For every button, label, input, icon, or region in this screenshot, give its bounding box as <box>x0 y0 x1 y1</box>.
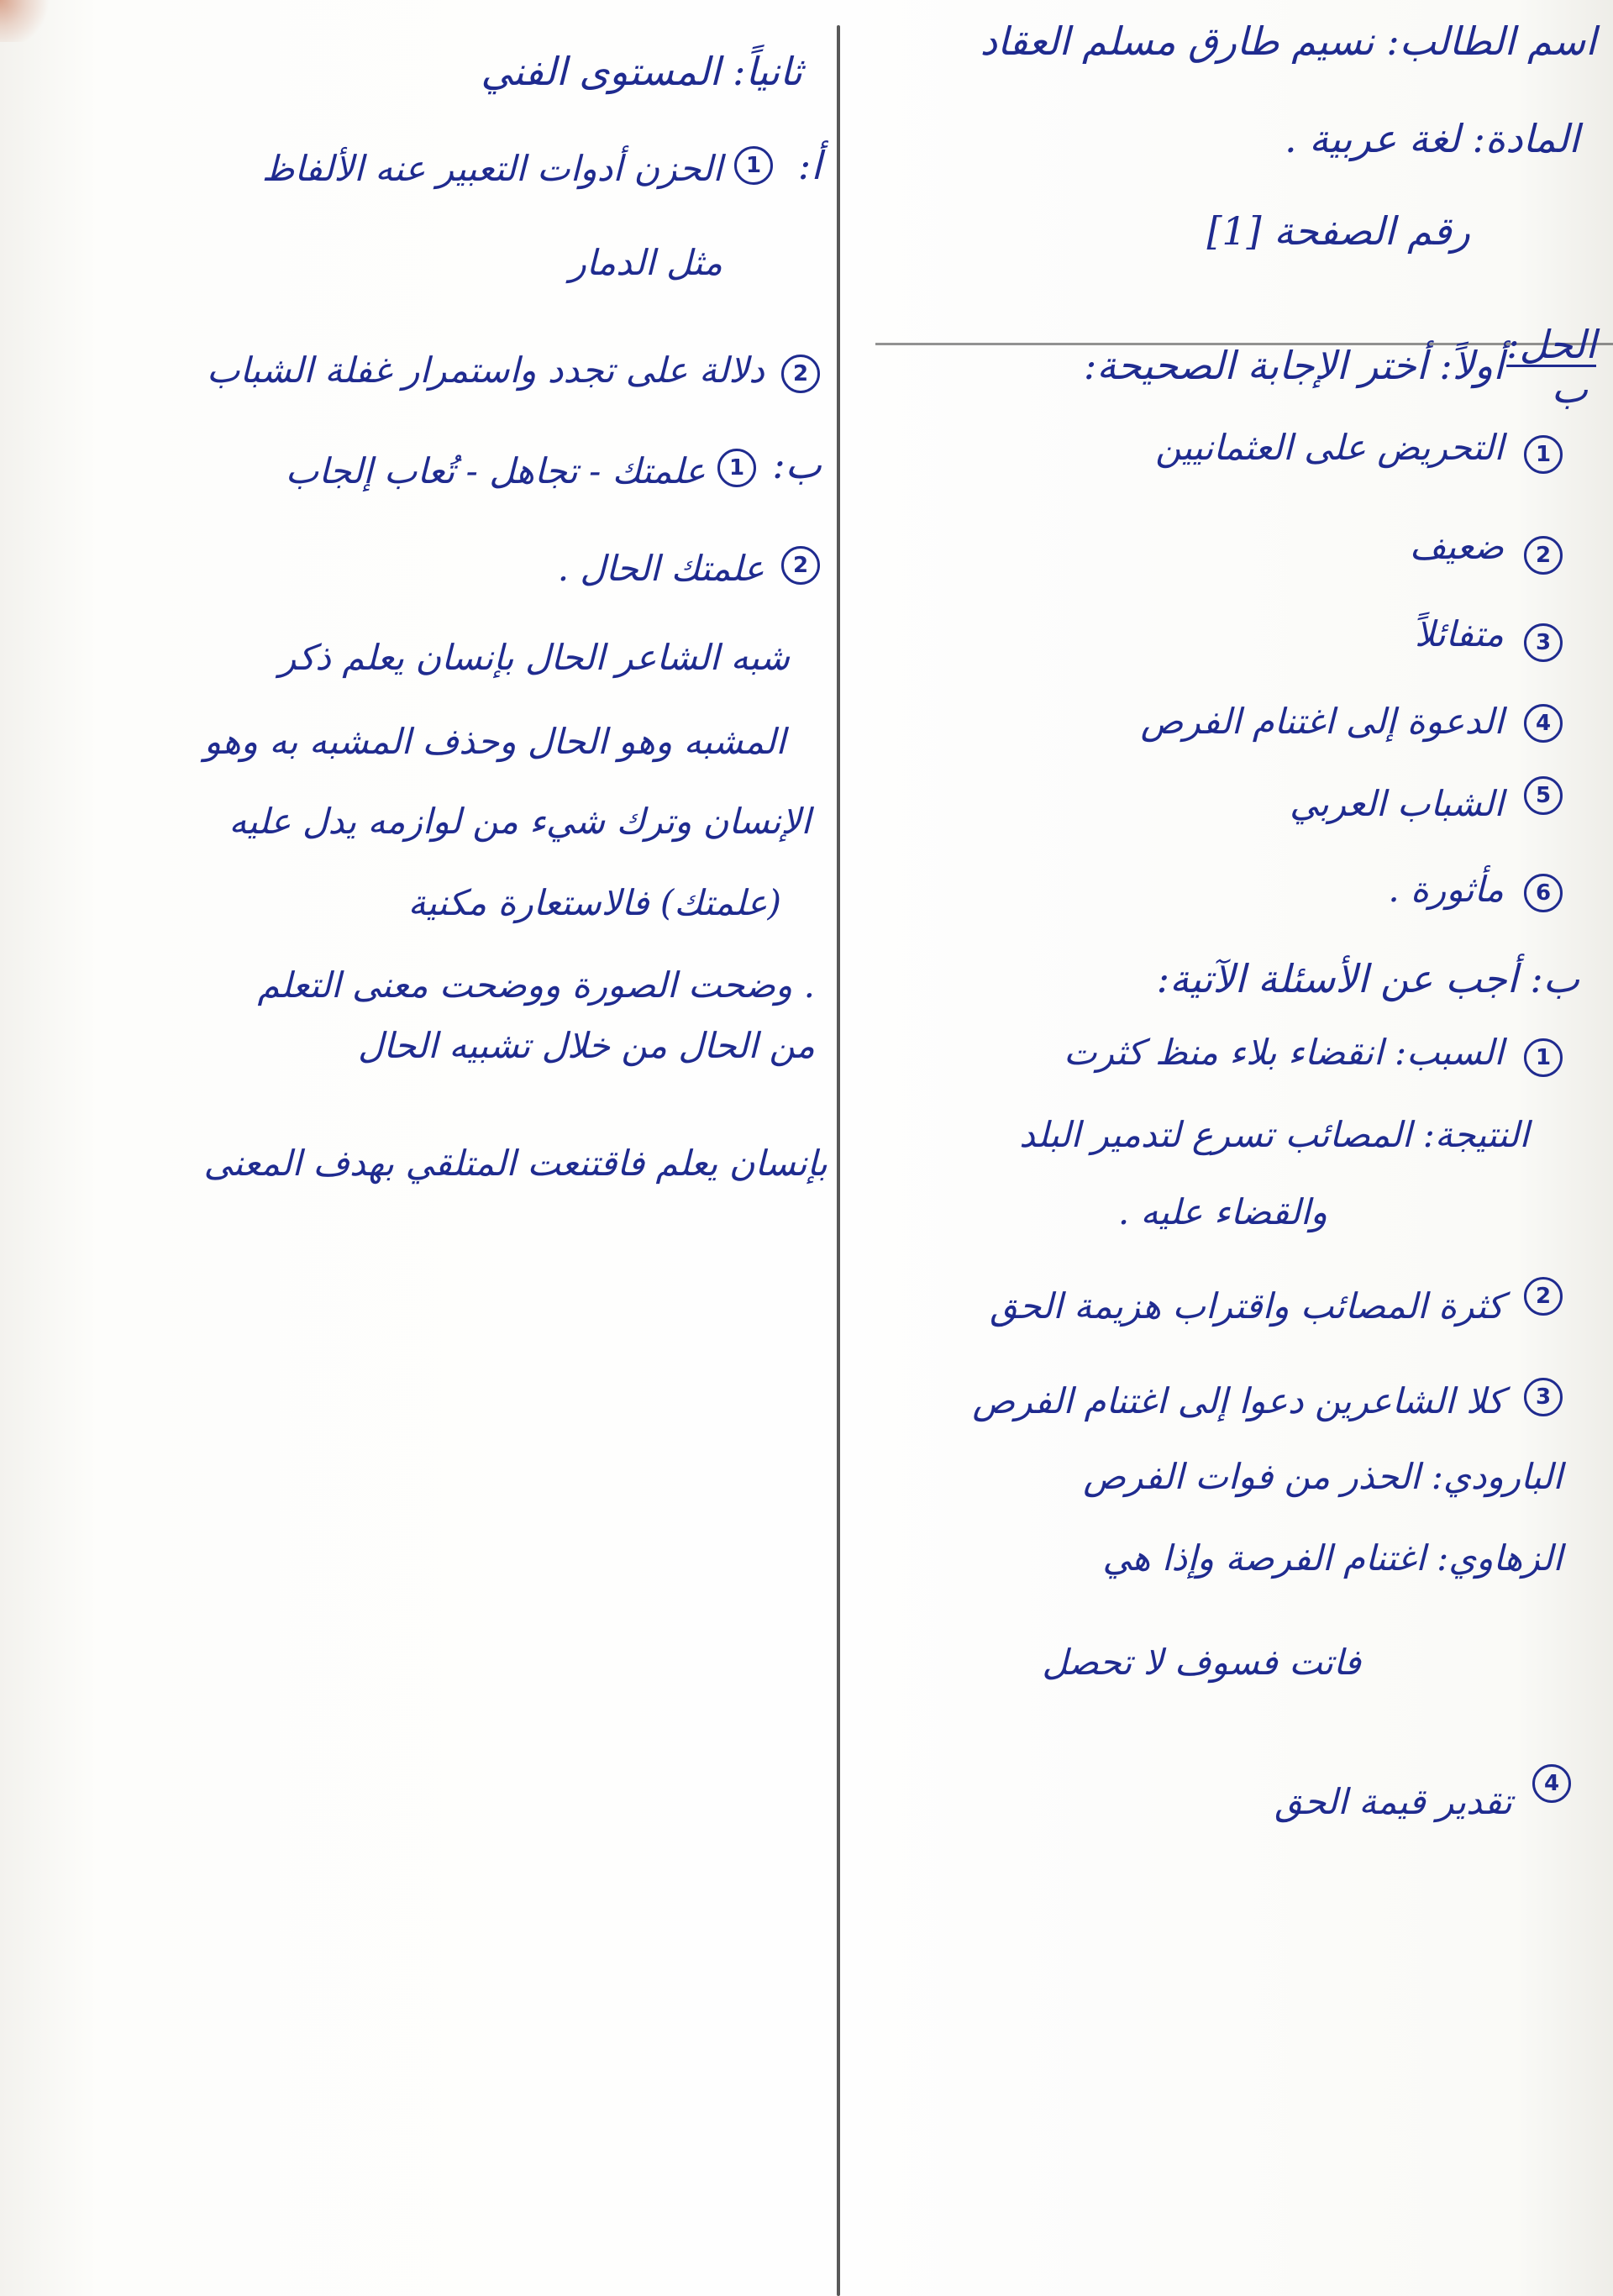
page-number: رقم الصفحة [1] <box>1206 208 1470 254</box>
q3-continuation: فاتت فسوف لا تحصل <box>1042 1642 1361 1683</box>
question-number: 3 <box>1524 1378 1563 1416</box>
answer-number: 6 <box>1524 874 1563 912</box>
item-number: 1 <box>717 449 756 487</box>
item-number: 1 <box>734 146 773 185</box>
column-divider <box>837 25 840 2296</box>
explanation-line: المشبه وهو الحال وحذف المشبه به وهو <box>203 721 785 762</box>
part-b-prefix-left: ب: <box>772 442 822 487</box>
item-number: 2 <box>781 355 820 393</box>
item-number: 2 <box>781 546 820 585</box>
q2-answer: كثرة المصائب واقتراب هزيمة الحق <box>990 1285 1504 1327</box>
explanation-line: من الحال من خلال تشبيه الحال <box>357 1025 815 1066</box>
corner-shadow <box>0 0 50 42</box>
explanation-line: الإنسان وترك شيء من لوازمه يدل عليه <box>229 801 811 842</box>
left-column-title: ثانياً: المستوى الفني <box>481 49 802 94</box>
b1-answer: علمتك - تجاهل - تُعاب إلجاب <box>285 450 706 491</box>
q1-cause: السبب: انقضاء بلاء منظ كثرت <box>1064 1032 1504 1073</box>
a1-continuation: مثل الدمار <box>569 242 722 283</box>
answer-number: 5 <box>1524 776 1563 815</box>
explanation-line: شبه الشاعر الحال بإنسان يعلم ذكر <box>279 637 790 678</box>
b2-answer: علمتك الحال . <box>557 548 764 589</box>
explanation-line: . وضحت الصورة ووضحت معنى التعلم <box>257 964 815 1006</box>
answer-number: 3 <box>1524 623 1563 662</box>
question-number: 4 <box>1532 1764 1571 1803</box>
student-name: اسم الطالب: نسيم طارق مسلم العقاد <box>980 18 1596 64</box>
q1-result: النتيجة: المصائب تسرع لتدمير البلد <box>1019 1114 1529 1155</box>
q3-barudi: البارودي: الحذر من فوات الفرص <box>1083 1456 1563 1497</box>
answer-text: متفائلاً <box>1415 613 1504 654</box>
answer-number: 2 <box>1524 536 1563 575</box>
part-a-prefix: أ: <box>797 143 822 188</box>
q3-zahawi: الزهاوي: اغتنام الفرصة وإذا هي <box>1102 1537 1563 1579</box>
answer-text: الشباب العربي <box>1290 783 1504 824</box>
answer-text: مأثورة . <box>1388 869 1504 910</box>
part-b-marker: ب <box>1551 366 1588 412</box>
q4-answer: تقدير قيمة الحق <box>1274 1781 1512 1822</box>
question-number: 2 <box>1524 1277 1563 1316</box>
subject: المادة: لغة عربية . <box>1284 116 1579 161</box>
explanation-line: بإنسان يعلم فاقتنعت المتلقي بهدف المعنى <box>203 1143 828 1184</box>
answer-number: 1 <box>1524 435 1563 474</box>
answer-text: ضعيف <box>1409 526 1504 567</box>
question-number: 1 <box>1524 1038 1563 1077</box>
q3-answer: كلا الشاعرين دعوا إلى اغتنام الفرص <box>972 1380 1504 1421</box>
answer-number: 4 <box>1524 704 1563 743</box>
a2-answer: دلالة على تجدد واستمرار غفلة الشباب <box>206 349 764 391</box>
part-one-title: أولاً: أختر الإجابة الصحيحة: <box>1083 343 1504 388</box>
answer-text: التحريض على العثمانيين <box>1155 427 1504 468</box>
answer-text: الدعوة إلى اغتنام الفرص <box>1140 701 1504 742</box>
q1-continuation: والقضاء عليه . <box>1117 1191 1327 1232</box>
solution-label: الحل: <box>1506 322 1596 367</box>
part-b-title: ب: أجب عن الأسئلة الآتية: <box>1156 956 1579 1001</box>
explanation-line: (علمتك) فالاستعارة مكنية <box>407 882 781 923</box>
a1-answer: الحزن أدوات التعبير عنه الألفاظ <box>261 148 722 189</box>
